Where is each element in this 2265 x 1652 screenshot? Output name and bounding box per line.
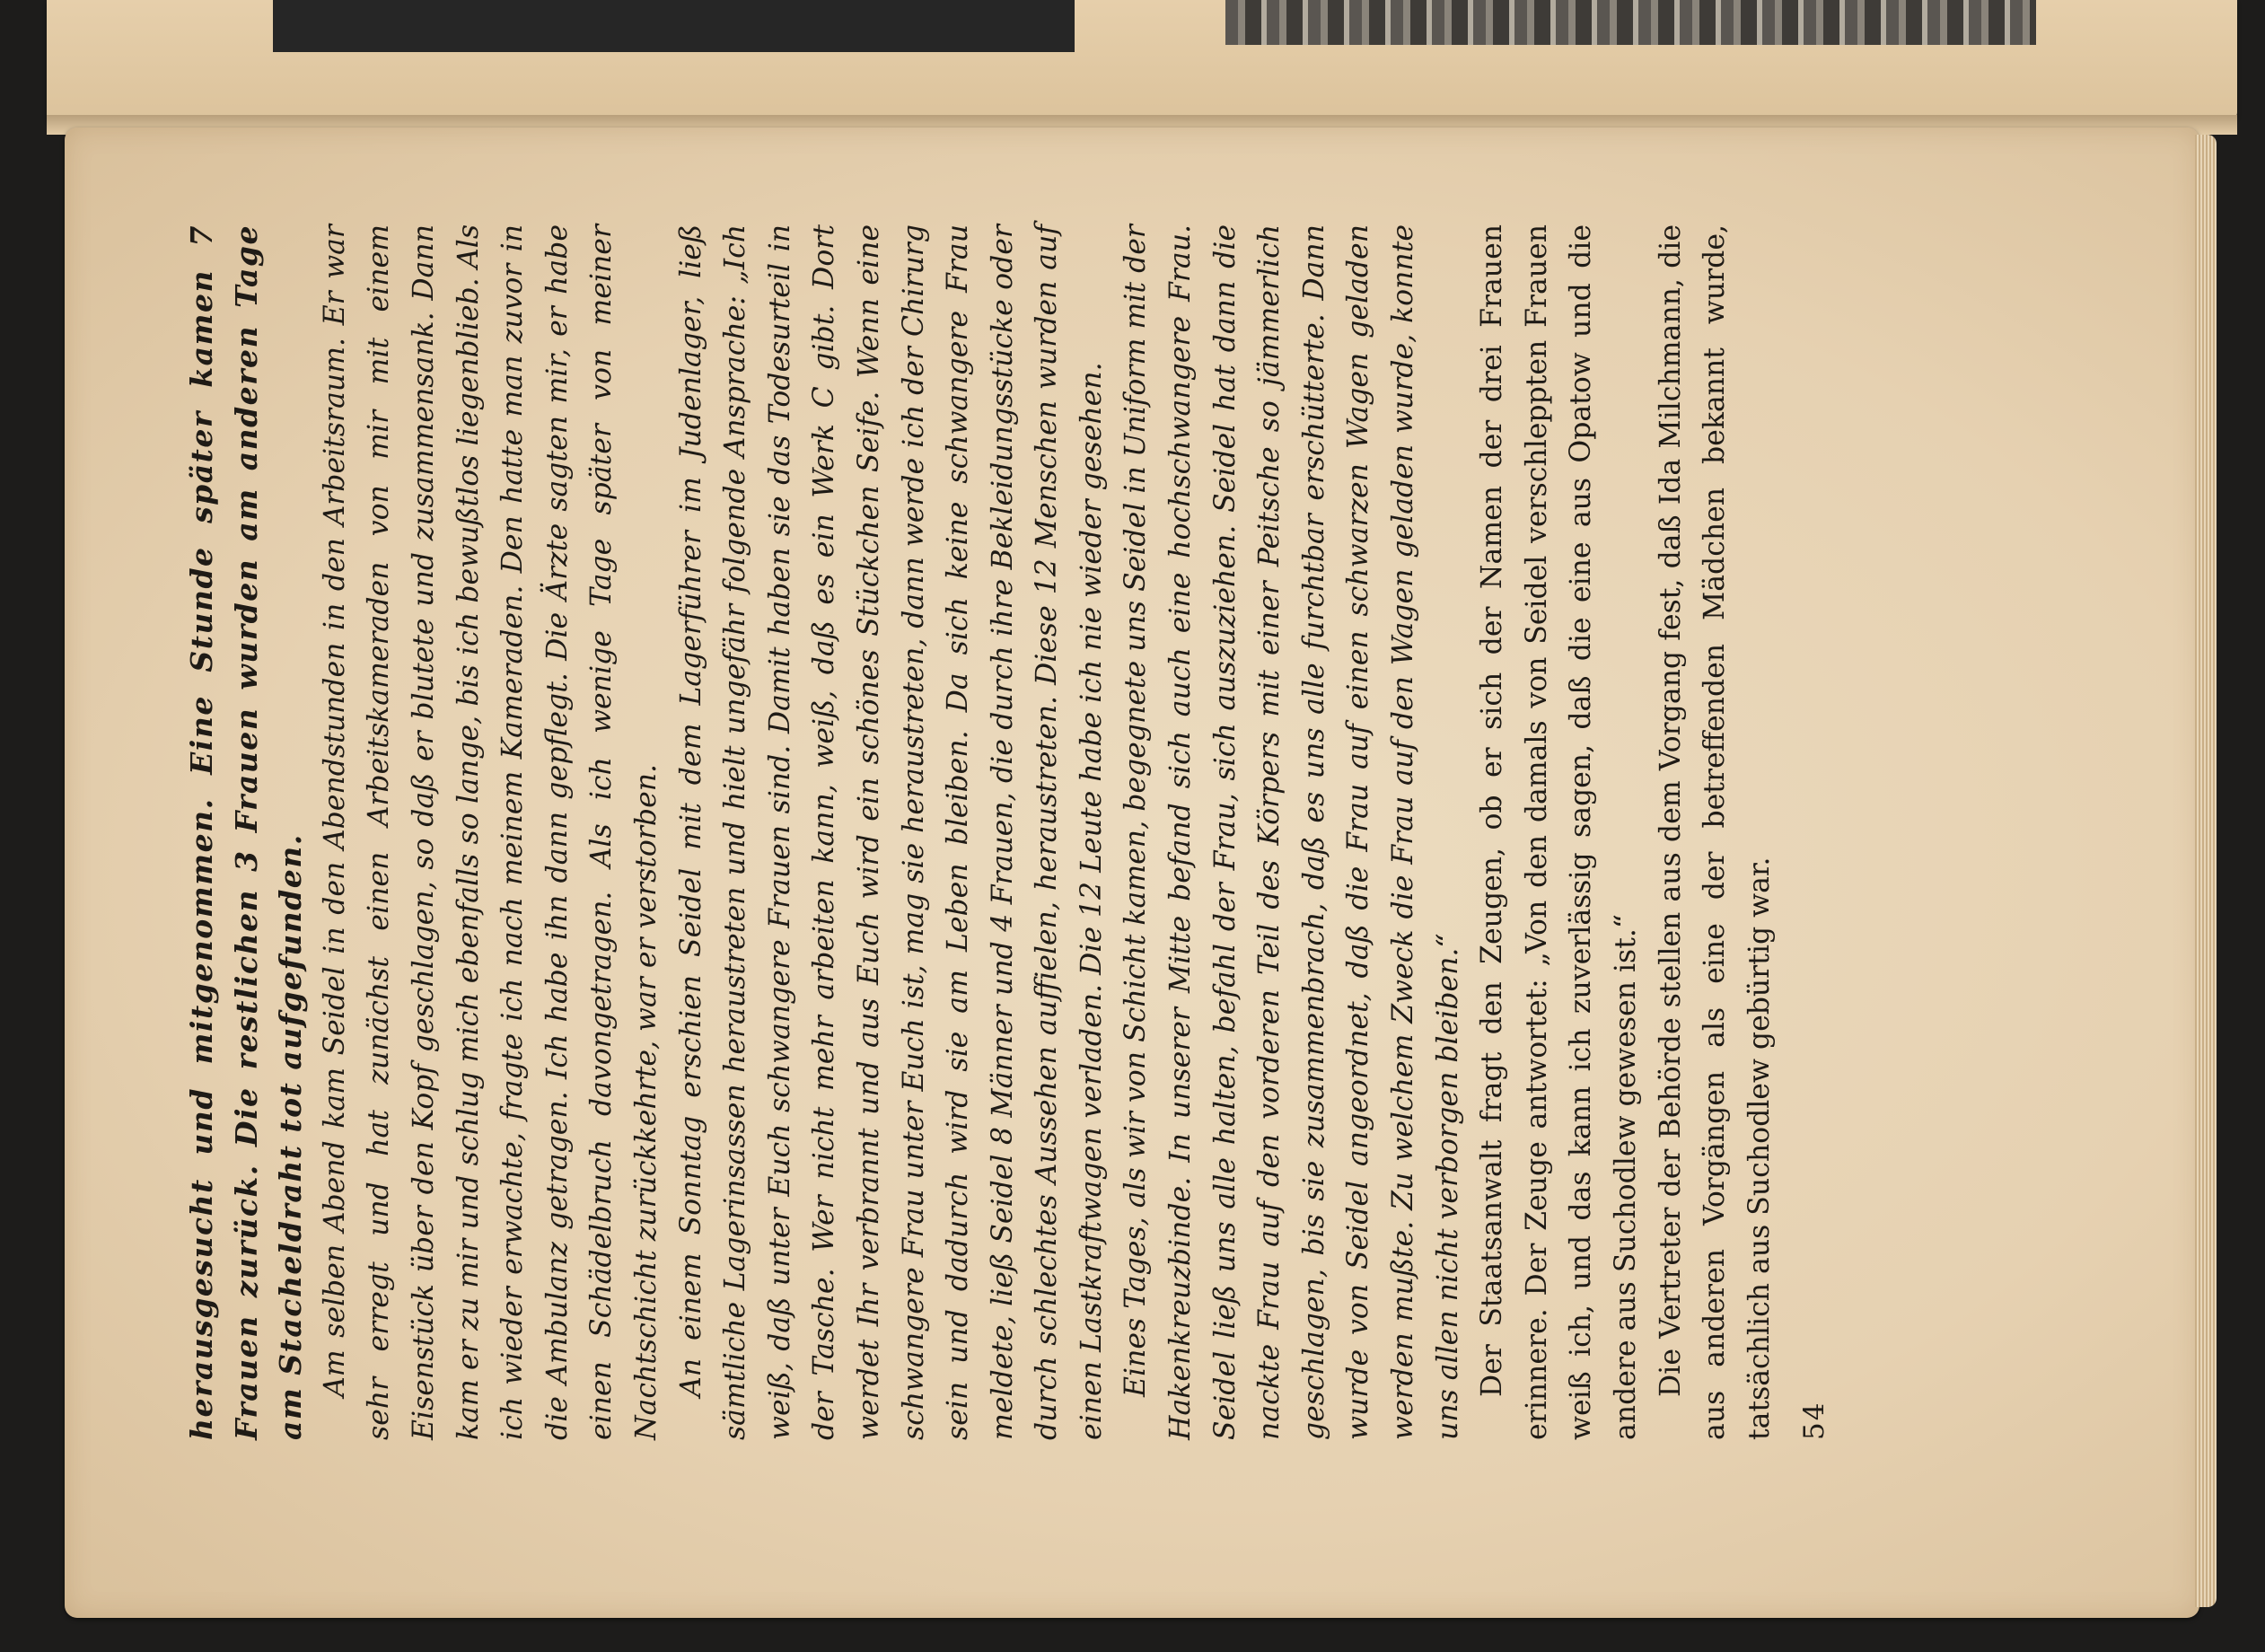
page-text-block — [180, 224, 2182, 1440]
paragraph-2: Am selben Abend kam Seidel in den Abendstunden in den Arbeitsraum. Er war sehr erregt und hat zunächst einen Arbeitskameraden von mir mit einem Eisenstück über den Kopf geschlagen, so daß er blutete und zusammensank. Dann kam er zu mir und schlug mich ebenfalls so lange, bis ich bewußtlos liegenblieb. Als ich wieder erwachte, fragte ich nach meinem Kameraden. Den hatte man zuvor in die Ambulanz getragen. Ich habe ihn dann gepflegt. Die Ärzte sagten mir, er habe einen Schädelbruch davongetragen. Als ich wenige Tage später von meiner Nachtschicht zurückkehrte, war er verstorben. — [318, 224, 663, 1440]
paragraph-1: herausgesucht und mitgenommen. Eine Stunde später kamen 7 Frauen zurück. Die restlichen 3 Frauen wurden am anderen Tage am Stacheldraht tot aufgefunden. — [184, 224, 309, 1440]
page-edge — [2195, 135, 2217, 1607]
paragraph-3: An einem Sonntag erschien Seidel mit dem Lagerführer im Judenlager, ließ sämtliche Lagerinsassen heraustreten und hielt ungefähr folgende Ansprache: „Ich weiß, daß unter Euch schwangere Frauen sind. Damit haben sie das Todesurteil in der Tasche. Wer nicht mehr arbeiten kann, weiß, daß es ein Werk C gibt. Dort werdet Ihr verbrannt und aus Euch wird ein schönes Stückchen Seife. Wenn eine schwangere Frau unter Euch ist, mag sie heraustreten, dann werde ich der Chirurg sein und dadurch wird sie am Leben bleiben. Da sich keine schwangere Frau meldete, ließ Seidel 8 Männer und 4 Frauen, die durch ihre Bekleidungsstücke oder durch schlechtes Aussehen auffielen, heraustreten. Diese 12 Menschen wurden auf einen Lastkraftwagen verladen. Die 12 Leute habe ich nie wieder gesehen. — [674, 224, 1108, 1440]
paragraph-4: Eines Tages, als wir von Schicht kamen, begegnete uns Seidel in Uniform mit der Hakenkreuzbinde. In unserer Mitte befand sich auch eine hochschwangere Frau. Seidel ließ uns alle halten, befahl der Frau, sich auszuziehen. Seidel hat dann die nackte Frau auf den vorderen Teil des Körpers mit einer Peitsche so jämmerlich geschlagen, bis sie zusammenbrach, daß es uns alle furchtbar erschütterte. Dann wurde von Seidel angeordnet, daß die Frau auf einen schwarzen Wagen geladen werden mußte. Zu welchem Zweck die Frau auf den Wagen geladen wurde, konnte uns allen nicht verborgen bleiben.“ — [1119, 224, 1464, 1440]
page-number: 54 — [1798, 1401, 1831, 1440]
photo-right — [1225, 0, 2036, 45]
paragraph-6: Die Vertreter der Behörde stellen aus dem Vorgang fest, daß Ida Milchmann, die aus anderen Vorgängen als eine der betreffenden Mädchen bekannt wurde, tatsächlich aus Suchodlew gebürtig war. — [1654, 224, 1776, 1440]
photo-left — [273, 0, 1075, 52]
paragraph-5: Der Staatsanwalt fragt den Zeugen, ob er sich der Namen der drei Frauen erinnere. Der Zeuge antwortet: „Von den damals von Seidel verschleppten Frauen weiß ich, und das kann ich zuverlässig sagen, daß die eine aus Opatow und die andere aus Suchodlew gewesen ist.“ — [1476, 224, 1642, 1440]
previous-page-strip — [47, 0, 2237, 121]
